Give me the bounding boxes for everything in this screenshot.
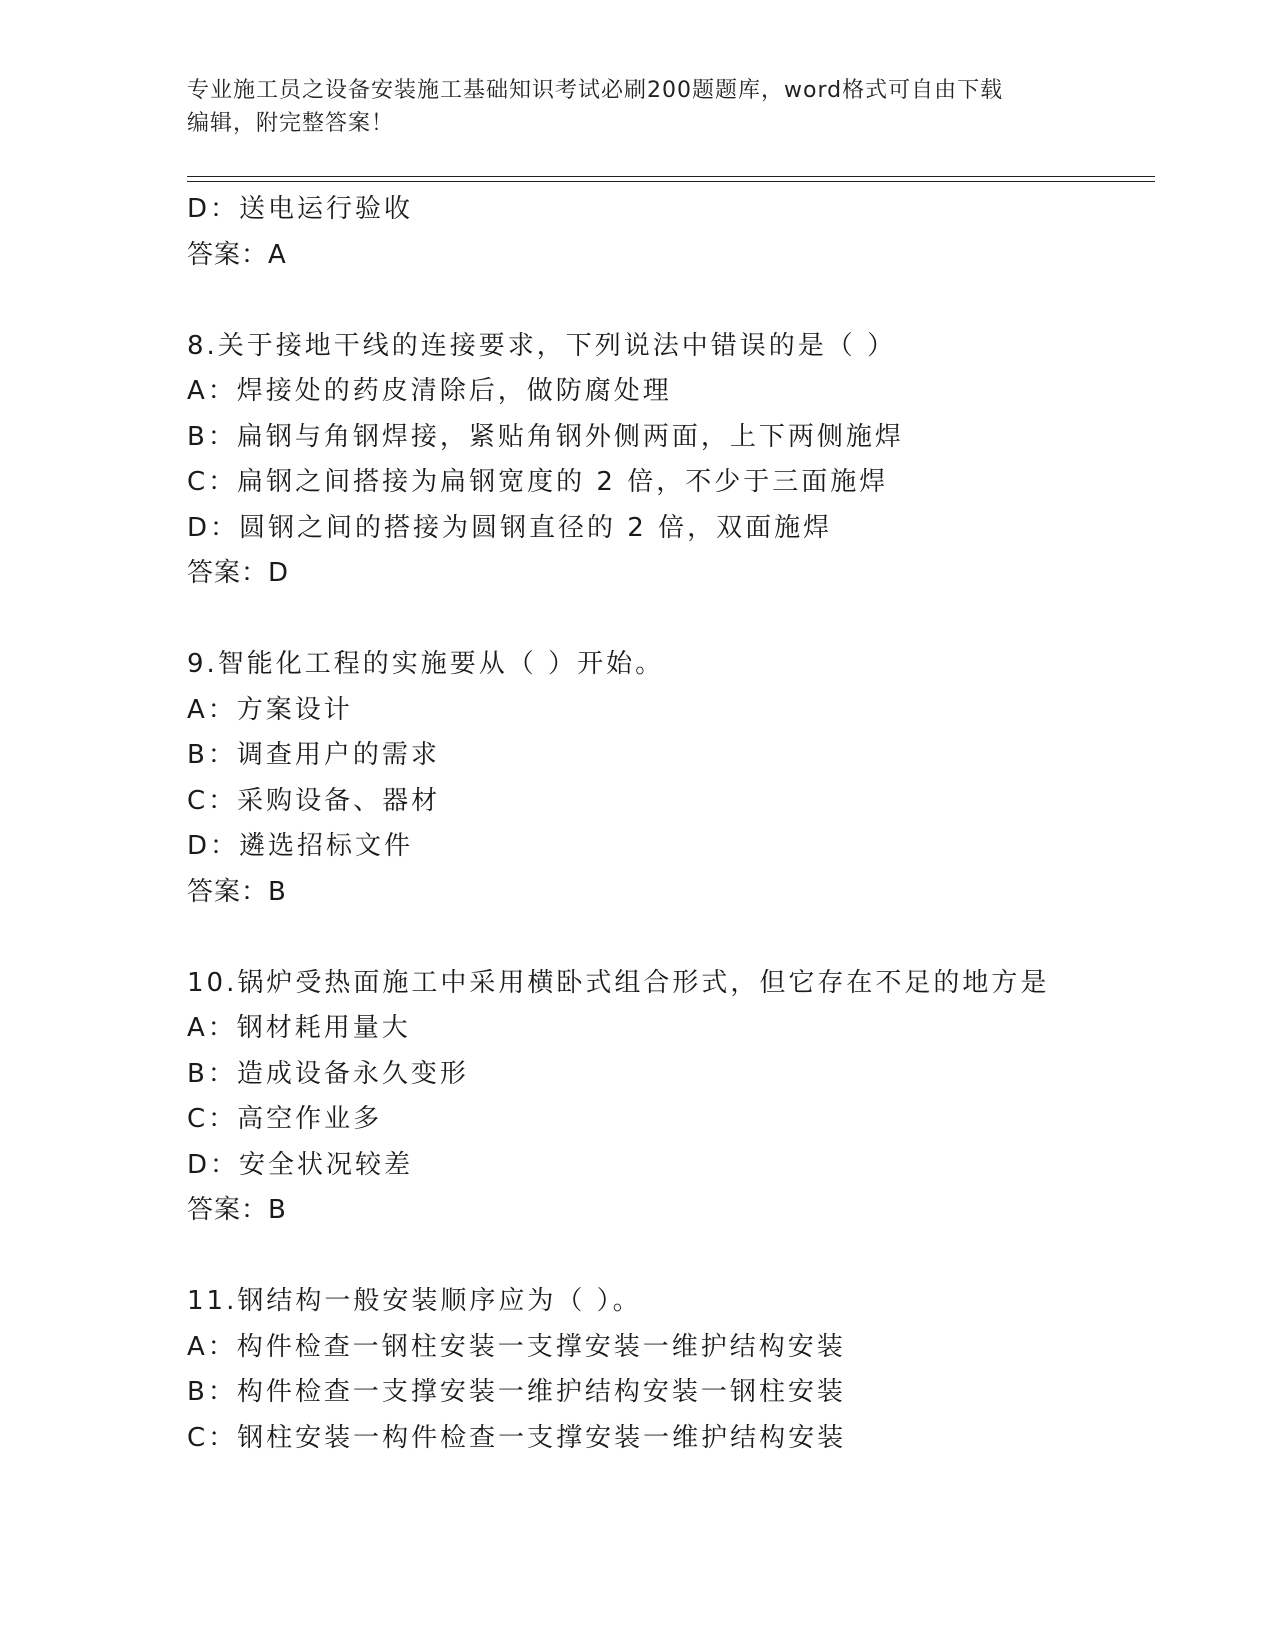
document-header	[187, 74, 1067, 140]
question-list	[187, 187, 1155, 1461]
option-c: C：钢柱安装一构件检查一支撑安装一维护结构安装	[187, 1422, 847, 1453]
header-divider-bottom	[187, 181, 1155, 182]
spacer	[187, 597, 1155, 643]
spacer	[187, 278, 1155, 324]
header-divider-top	[187, 176, 1155, 177]
question-11: 11.钢结构一般安装顺序应为（ ）。	[187, 1286, 642, 1316]
option-b: B：造成设备永久变形	[187, 1058, 469, 1089]
header-title-line-1: 专业施工员之设备安装施工基础知识考试必刷200题题库，word格式可自由下载	[187, 78, 1004, 103]
option-a: A：方案设计	[187, 694, 353, 725]
answer-line: 答案：B	[187, 876, 287, 907]
option-a: A：焊接处的药皮清除后，做防腐处理	[187, 376, 672, 406]
option-d: D：安全状况较差	[187, 1149, 414, 1180]
option-c: C：扁钢之间搭接为扁钢宽度的 2 倍，不少于三面施焊	[187, 467, 889, 497]
option-c: C：高空作业多	[187, 1104, 383, 1134]
question-10: 10.锅炉受热面施工中采用横卧式组合形式，但它存在不足的地方是	[187, 967, 1050, 998]
answer-line: 答案：B	[187, 1195, 287, 1225]
question-9: 9.智能化工程的实施要从（ ）开始。	[187, 649, 665, 679]
answer-line: 答案：D	[187, 558, 290, 588]
option-d: D：圆钢之间的搭接为圆钢直径的 2 倍，双面施焊	[187, 512, 833, 543]
option-b: B：扁钢与角钢焊接，紧贴角钢外侧两面，上下两侧施焊	[187, 421, 904, 452]
option-b: B：调查用户的需求	[187, 740, 440, 770]
option-a: A：钢材耗用量大	[187, 1013, 411, 1043]
option-d: D：送电运行验收	[187, 194, 414, 224]
answer-line: 答案：A	[187, 239, 287, 270]
option-d: D：遴选招标文件	[187, 831, 414, 861]
option-c: C：采购设备、器材	[187, 785, 441, 816]
question-8: 8.关于接地干线的连接要求，下列说法中错误的是（ ）	[187, 330, 897, 361]
spacer	[187, 1234, 1155, 1280]
option-a: A：构件检查一钢柱安装一支撑安装一维护结构安装	[187, 1331, 846, 1362]
header-title-line-2: 编辑，附完整答案！	[187, 111, 395, 136]
option-b: B：构件检查一支撑安装一维护结构安装一钢柱安装	[187, 1377, 846, 1407]
spacer	[187, 915, 1155, 961]
